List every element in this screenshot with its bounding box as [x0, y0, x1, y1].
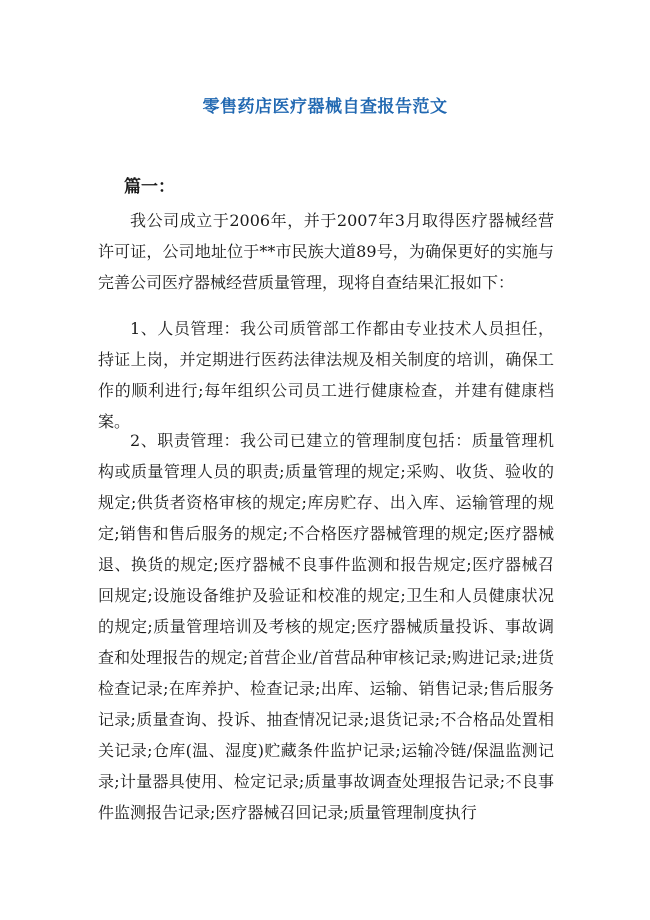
paragraph-intro: 我公司成立于2006年，并于2007年3月取得医疗器械经营许可证，公司地址位于**市民族大道89号，为确保更好的实施与完善公司医疗器械经营质量管理，现将自查结果汇报如下：	[98, 211, 554, 292]
paragraph-personnel: 1、人员管理：我公司质管部工作都由专业技术人员担任，持证上岗，并定期进行医药法律法规及相关制度的培训，确保工作的顺利进行;每年组织公司员工进行健康检查，并建有健康档案。	[98, 319, 554, 431]
paragraph-responsibilities: 2、职责管理：我公司已建立的管理制度包括：质量管理机构或质量管理人员的职责;质量管理的规定;采购、收货、验收的规定;供货者资格审核的规定;库房贮存、出入库、运输管理的规定;销售和售后服务的规定;不合格医疗器械管理的规定;医疗器械退、换货的规定;医疗器械不良事件监测和报告规定;医疗器械召回规定;设施设备维护及验证和校准的规定;卫生和人员健康状况的规定;质量管理培训及考核的规定;医疗器械质量投诉、事故调查和处理报告的规定;首营企业/首营品种审核记录;购进记录;进货检查记录;在库养护、检查记录;出库、运输、销售记录;售后服务记录;质量查询、投诉、抽查情况记录;退货记录;不合格品处置相关记录;仓库(温、湿度)贮藏条件监护记录;运输冷链/保温监测记录;计量器具使用、检定记录;质量事故调查处理报告记录;不良事件监测报告记录;医疗器械召回记录;质量管理制度执行	[98, 431, 554, 822]
document-title: 零售药店医疗器械自查报告范文	[202, 97, 448, 117]
section-heading: 篇一：	[124, 177, 175, 197]
